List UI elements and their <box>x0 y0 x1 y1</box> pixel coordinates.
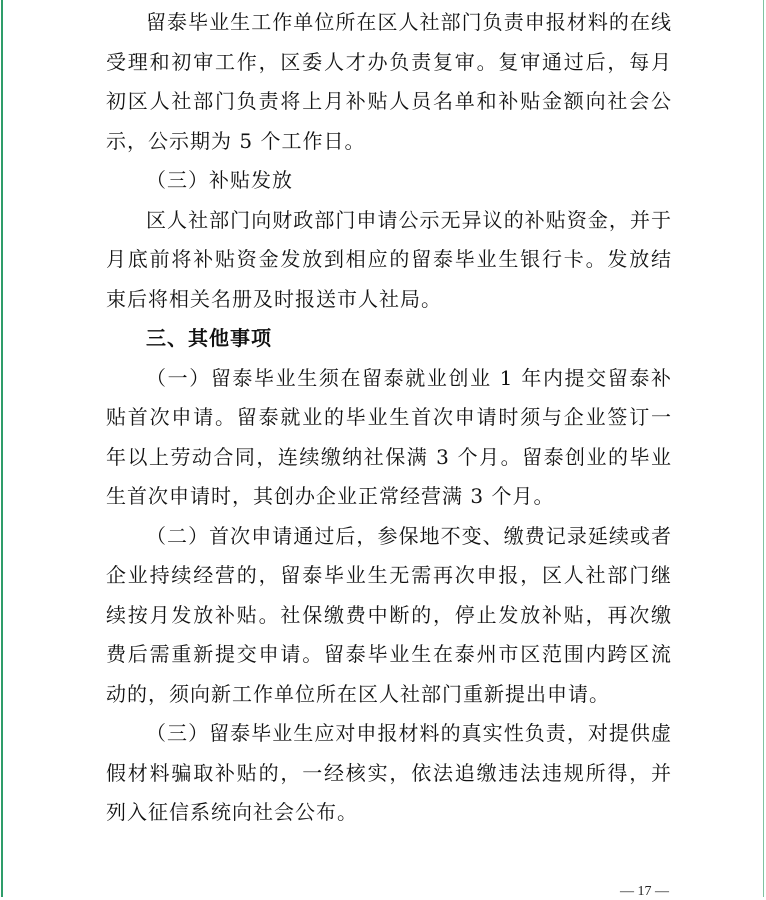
paragraph-applicant-responsibility: （三）留泰毕业生应对申报材料的真实性负责，对提供虚假材料骗取补贴的，一经核实，依法追缴违法违规所得，并列入征信系统向社会公布。 <box>106 721 672 824</box>
paragraph-continued-payment: （二）首次申请通过后，参保地不变、缴费记录延续或者企业持续经营的，留泰毕业生无需再次申报，区人社部门继续按月发放补贴。社保缴费中断的，停止发放补贴，再次缴费后需重新提交申请。留泰毕业生在泰州市区范围内跨区流动的，须向新工作单位所在区人社部门重新提出申请。 <box>106 523 672 706</box>
paragraph-first-application: （一）留泰毕业生须在留泰就业创业 1 年内提交留泰补贴首次申请。留泰就业的毕业生首次申请时须与企业签订一年以上劳动合同，连续缴纳社保满 3 个月。留泰创业的毕业生首次申请时，其创办企业正常经营满 3 个月。 <box>106 365 672 508</box>
section-heading-other-matters: 三、其他事项 <box>146 326 272 350</box>
page-number: — 17 — <box>620 884 669 899</box>
right-margin-rule <box>763 0 764 897</box>
subheading-subsidy-payment: （三）补贴发放 <box>146 168 293 192</box>
document-page <box>106 0 672 833</box>
paragraph-subsidy-payment: 区人社部门向财政部门申请公示无异议的补贴资金，并于月底前将补贴资金发放到相应的留泰毕业生银行卡。发放结束后将相关名册及时报送市人社局。 <box>106 207 672 311</box>
paragraph-review-process: 留泰毕业生工作单位所在区人社部门负责申报材料的在线受理和初审工作，区委人才办负责复审。复审通过后，每月初区人社部门负责将上月补贴人员名单和补贴金额向社会公示，公示期为 5 个工作日。 <box>106 10 672 153</box>
left-margin-rule <box>1 0 3 897</box>
